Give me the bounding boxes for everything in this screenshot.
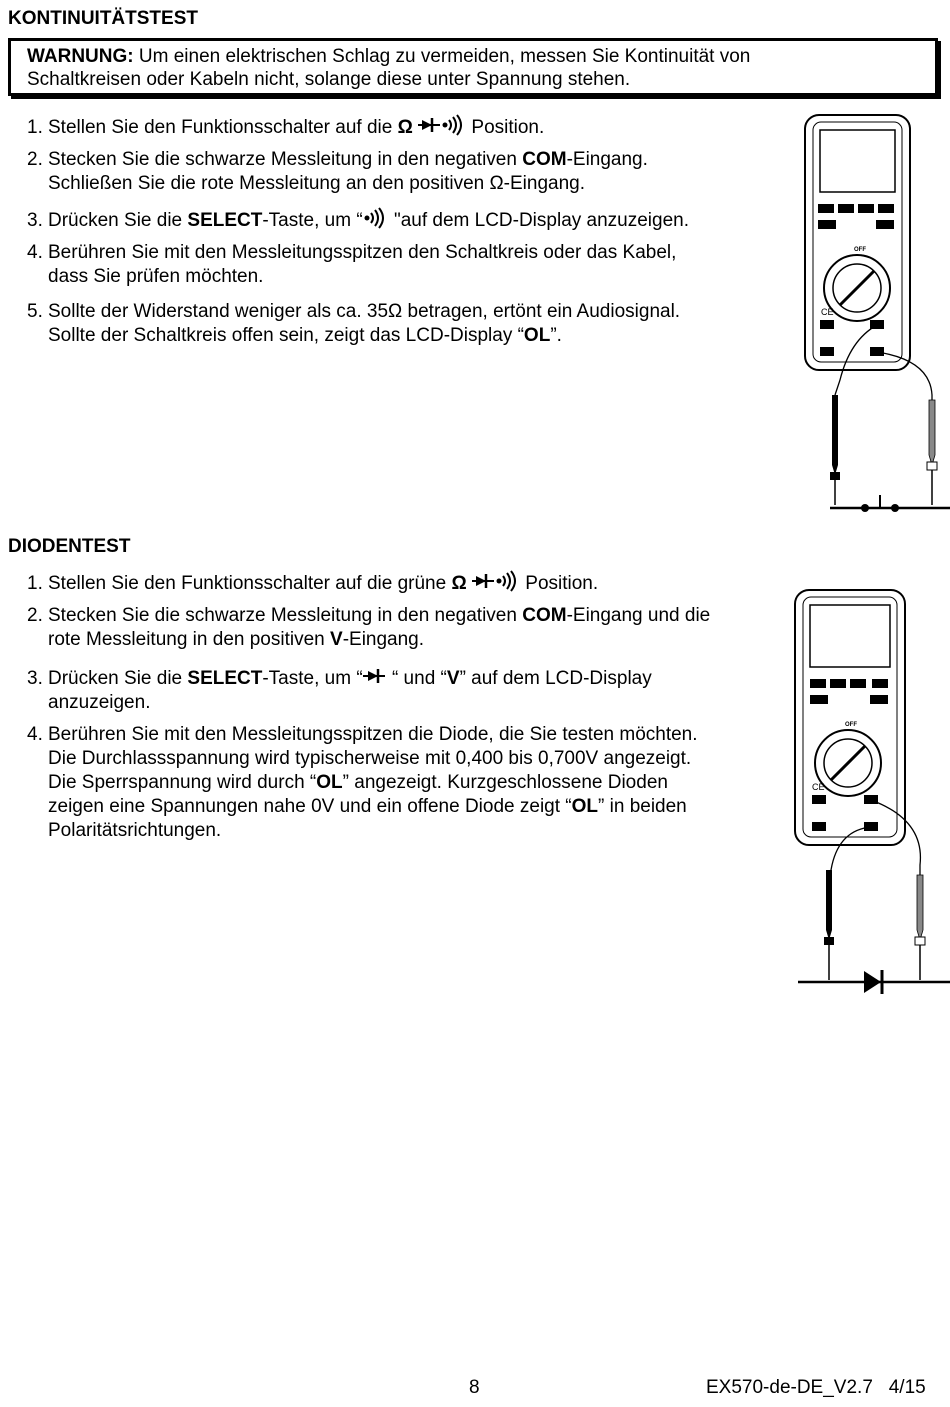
step-text: Sollte der Widerstand weniger als ca. 35Ω betragen, ertönt ein Audiosignal.	[48, 301, 681, 322]
step-text: Stellen Sie den Funktionsschalter auf die grüne	[48, 573, 452, 594]
diode-step-4	[27, 723, 698, 843]
step-text: Drücken Sie die	[48, 210, 188, 231]
step-text-line3: Die Sperrspannung wird durch “	[48, 772, 317, 793]
ohm-symbol: Ω	[451, 573, 472, 594]
step-text-line2: dass Sie prüfen möchten.	[48, 266, 264, 287]
step-text-end: -Eingang.	[566, 149, 648, 170]
step-text-line4: zeigen eine Spannungen nahe 0V und ein offene Diode zeigt “	[48, 796, 572, 817]
step-text-line2: Die Durchlassspannung wird typischerweise mit 0,400 bis 0,700V angezeigt.	[48, 748, 692, 769]
off-label: OFF	[854, 247, 866, 253]
svg-text:CE: CE	[821, 307, 834, 317]
step-text-line3-end: ” angezeigt. Kurzgeschlossene Dioden	[342, 772, 668, 793]
step-text: Drücken Sie die	[48, 668, 188, 689]
select-label: SELECT	[187, 210, 263, 231]
step-text: Stecken Sie die schwarze Messleitung in den negativen	[48, 149, 523, 170]
step-text-line4-end: ” in beiden	[598, 796, 687, 817]
warning-line1: Um einen elektrischen Schlag zu vermeiden, messen Sie Kontinuität von	[133, 46, 751, 67]
multimeter-diode-illustration	[780, 585, 950, 1005]
v-label: V	[446, 668, 460, 689]
step-number: 3.	[27, 210, 43, 231]
warning-text	[27, 45, 927, 91]
step-number: 4.	[27, 242, 43, 263]
step-text: Berühren Sie mit den Messleitungsspitzen die Diode, die Sie testen möchten.	[48, 724, 698, 745]
diode-beep-icon	[472, 570, 520, 592]
ol-label: OL	[523, 325, 551, 346]
step-text: Stellen Sie den Funktionsschalter auf die	[48, 117, 398, 138]
step-text: Stecken Sie die schwarze Messleitung in den negativen	[48, 605, 523, 626]
step-text-mid: -Taste, um “	[262, 668, 363, 689]
warning-line2: Schaltkreisen oder Kabeln nicht, solange diese unter Spannung stehen.	[27, 69, 631, 90]
multimeter-body-icon	[795, 590, 905, 845]
svg-text:CE: CE	[812, 782, 825, 792]
step-number: 1.	[27, 117, 43, 138]
ol-label: OL	[316, 772, 343, 793]
step-number: 2.	[27, 149, 43, 170]
section-title-continuity: KONTINUITÄTSTEST	[8, 8, 198, 29]
warning-label: WARNUNG:	[27, 46, 134, 67]
step-number: 2.	[27, 605, 43, 626]
diode-step-2	[27, 604, 710, 652]
step-text-end: "auf dem LCD-Display anzuzeigen.	[388, 210, 690, 231]
page-number: 8	[469, 1377, 480, 1398]
step-text-mid2: “ und “	[386, 668, 447, 689]
step-number: 5.	[27, 301, 43, 322]
step-number: 1.	[27, 573, 43, 594]
off-label: OFF	[845, 722, 857, 728]
diode-icon	[363, 665, 387, 687]
document-id: EX570-de-DE_V2.7 4/15	[706, 1377, 926, 1398]
step-text: Berühren Sie mit den Messleitungsspitzen den Schaltkreis oder das Kabel,	[48, 242, 677, 263]
step-text-end: -Eingang und die	[566, 605, 711, 626]
step-number: 3.	[27, 668, 43, 689]
continuity-step-2	[27, 148, 648, 196]
warning-box	[8, 38, 938, 96]
com-label: COM	[522, 605, 567, 626]
continuity-step-1	[27, 114, 544, 140]
ol-label: OL	[571, 796, 599, 817]
step-number: 4.	[27, 724, 43, 745]
step-text-line5: Polaritätsrichtungen.	[48, 820, 222, 841]
step-text-line2-end: -Eingang.	[342, 629, 425, 650]
beep-icon	[363, 207, 389, 229]
step-text-end: ” auf dem LCD-Display	[459, 668, 652, 689]
continuity-step-5	[27, 300, 680, 348]
v-label: V	[330, 629, 343, 650]
diode-step-3	[27, 665, 652, 715]
multimeter-body-icon	[805, 115, 910, 370]
step-text-line2: rote Messleitung in den positiven	[48, 629, 330, 650]
select-label: SELECT	[187, 668, 263, 689]
step-text-line2: anzuzeigen.	[48, 692, 151, 713]
diode-step-1	[27, 570, 598, 596]
ohm-symbol: Ω	[397, 117, 419, 138]
step-text-line2: Schließen Sie die rote Messleitung an den positiven Ω-Eingang.	[48, 173, 586, 194]
step-text-line2: Sollte der Schaltkreis offen sein, zeigt das LCD-Display “	[48, 325, 524, 346]
step-text-end: Position.	[466, 117, 545, 138]
step-text-line2-end: ”.	[550, 325, 562, 346]
section-title-diode: DIODENTEST	[8, 536, 131, 557]
step-text-end: Position.	[520, 573, 599, 594]
multimeter-continuity-illustration	[780, 110, 950, 520]
step-text-mid: -Taste, um “	[262, 210, 363, 231]
com-label: COM	[522, 149, 567, 170]
continuity-step-4	[27, 241, 676, 289]
continuity-step-3	[27, 207, 689, 233]
diode-beep-icon	[418, 114, 466, 136]
